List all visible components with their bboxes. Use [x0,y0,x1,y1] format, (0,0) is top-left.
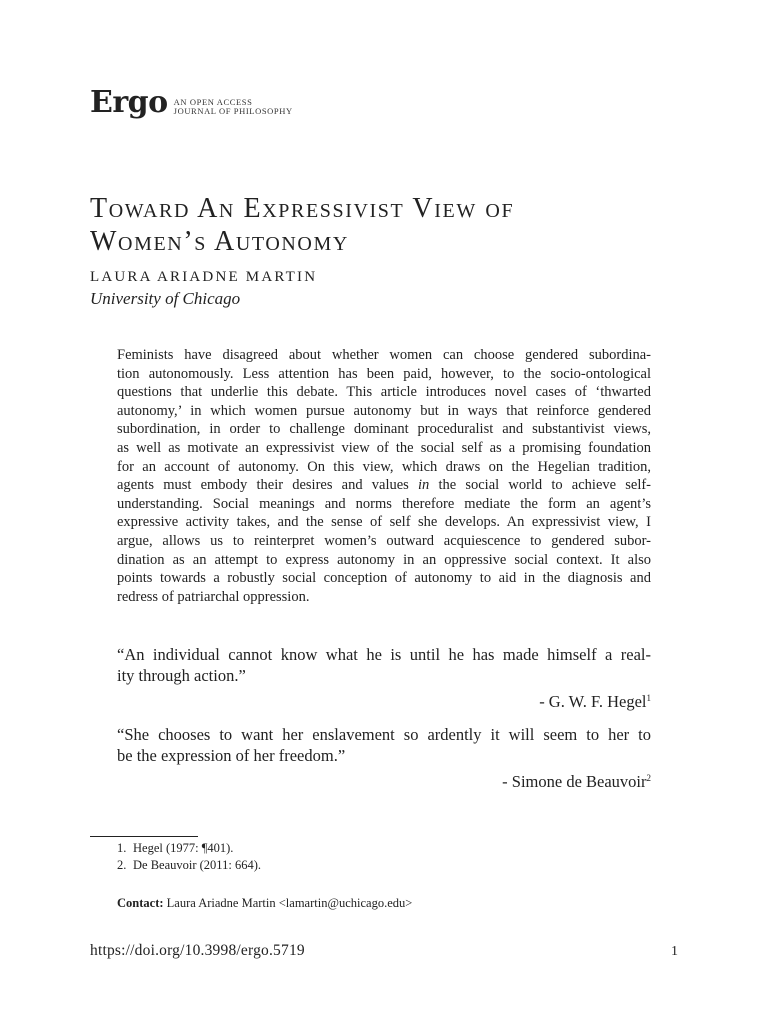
abstract-line: for an account of autonomy. On this view, which draws on the Hegelian tradition, [117,458,651,475]
footnote-text: Hegel (1977: ¶401). [133,841,234,855]
abstract-text: the social world to achieve self- [438,477,652,494]
epigraph-beauvoir [117,724,651,792]
footnote-marker[interactable]: 1 [646,693,651,703]
abstract-line: points towards a robustly social conception of autonomy to aid in the diagnosis and [117,570,651,587]
abstract-line: argue, allows us to reinterpret women’s outward acquiescence to gendered subor- [117,532,651,549]
footnote-divider [90,836,198,837]
footnote-item [117,857,261,874]
quote-attribution [117,768,651,792]
footnotes [117,840,261,874]
attribution-text: - G. W. F. Hegel [539,692,647,711]
tagline-line-2: JOURNAL OF PHILOSOPHY [173,106,293,116]
abstract-line: tion autonomously. Less attention has been paid, however, to the socio-ontological [117,365,651,382]
footnote-marker[interactable]: 2 [646,773,651,783]
abstract-line: as well as motivate an expressivist view of the social self as a promising foundation [117,439,651,456]
footnote-number: 1. [117,841,127,855]
contact-line [117,896,412,911]
abstract-line: Feminists have disagreed about whether women can choose gendered subordina- [117,347,651,363]
abstract-line: questions that underlie this debate. This article introduces novel cases of ‘thwarted [117,384,651,401]
doi-link[interactable]: https://doi.org/10.3998/ergo.5719 [90,942,305,959]
footnote-number: 2. [117,858,127,872]
abstract-text: agents must embody their desires and values [117,477,409,494]
quote-line: ity through action.” [117,666,246,685]
abstract-line: subordination, in order to challenge dominant proceduralist and substantivist views, [117,421,651,438]
quote-text [117,644,651,686]
attribution-text: - Simone de Beauvoir [502,772,647,791]
abstract-line: dination as an attempt to express autonomy in an oppressive social context. It also [117,551,651,568]
abstract-line: redress of patriarchal oppression. [117,588,310,605]
quote-text [117,724,651,766]
author-affiliation: University of Chicago [90,289,241,308]
contact-email-text[interactable]: Laura Ariadne Martin <lamartin@uchicago.edu> [166,896,413,910]
abstract-line: expressive activity takes, and the sense of self she develops. An expressivist view, I [117,514,651,531]
footnote-text: De Beauvoir (2011: 664). [133,858,261,872]
page-number: 1 [671,944,678,959]
quote-line: “An individual cannot know what he is until he has made himself a real- [117,645,651,664]
logo-wordmark: Ergo [90,85,168,120]
quote-line: “She chooses to want her enslavement so ardently it will seem to her to [117,725,651,744]
title-line-2: Women’s Autonomy [90,226,349,257]
abstract-line-emphasis [117,476,651,495]
emphasis-word: in [418,477,430,494]
title-line-1: Toward An Expressivist View of [90,193,515,224]
abstract-line: autonomy,’ in which women pursue autonomy but in ways that reinforce gendered [117,402,651,419]
quote-attribution [117,688,651,712]
epigraph-hegel [117,644,651,712]
article-title [90,192,690,258]
journal-logo [90,86,293,120]
contact-label: Contact: [117,896,164,910]
abstract-line: understanding. Social meanings and norms therefore mediate the form an agent’s [117,495,651,512]
quote-line: be the expression of her freedom.” [117,746,346,765]
author-name: LAURA ARIADNE MARTIN [90,269,318,285]
abstract [117,346,651,606]
tagline-line-1: AN OPEN ACCESS [173,97,253,107]
footnote-item [117,840,261,857]
journal-tagline [174,98,293,116]
